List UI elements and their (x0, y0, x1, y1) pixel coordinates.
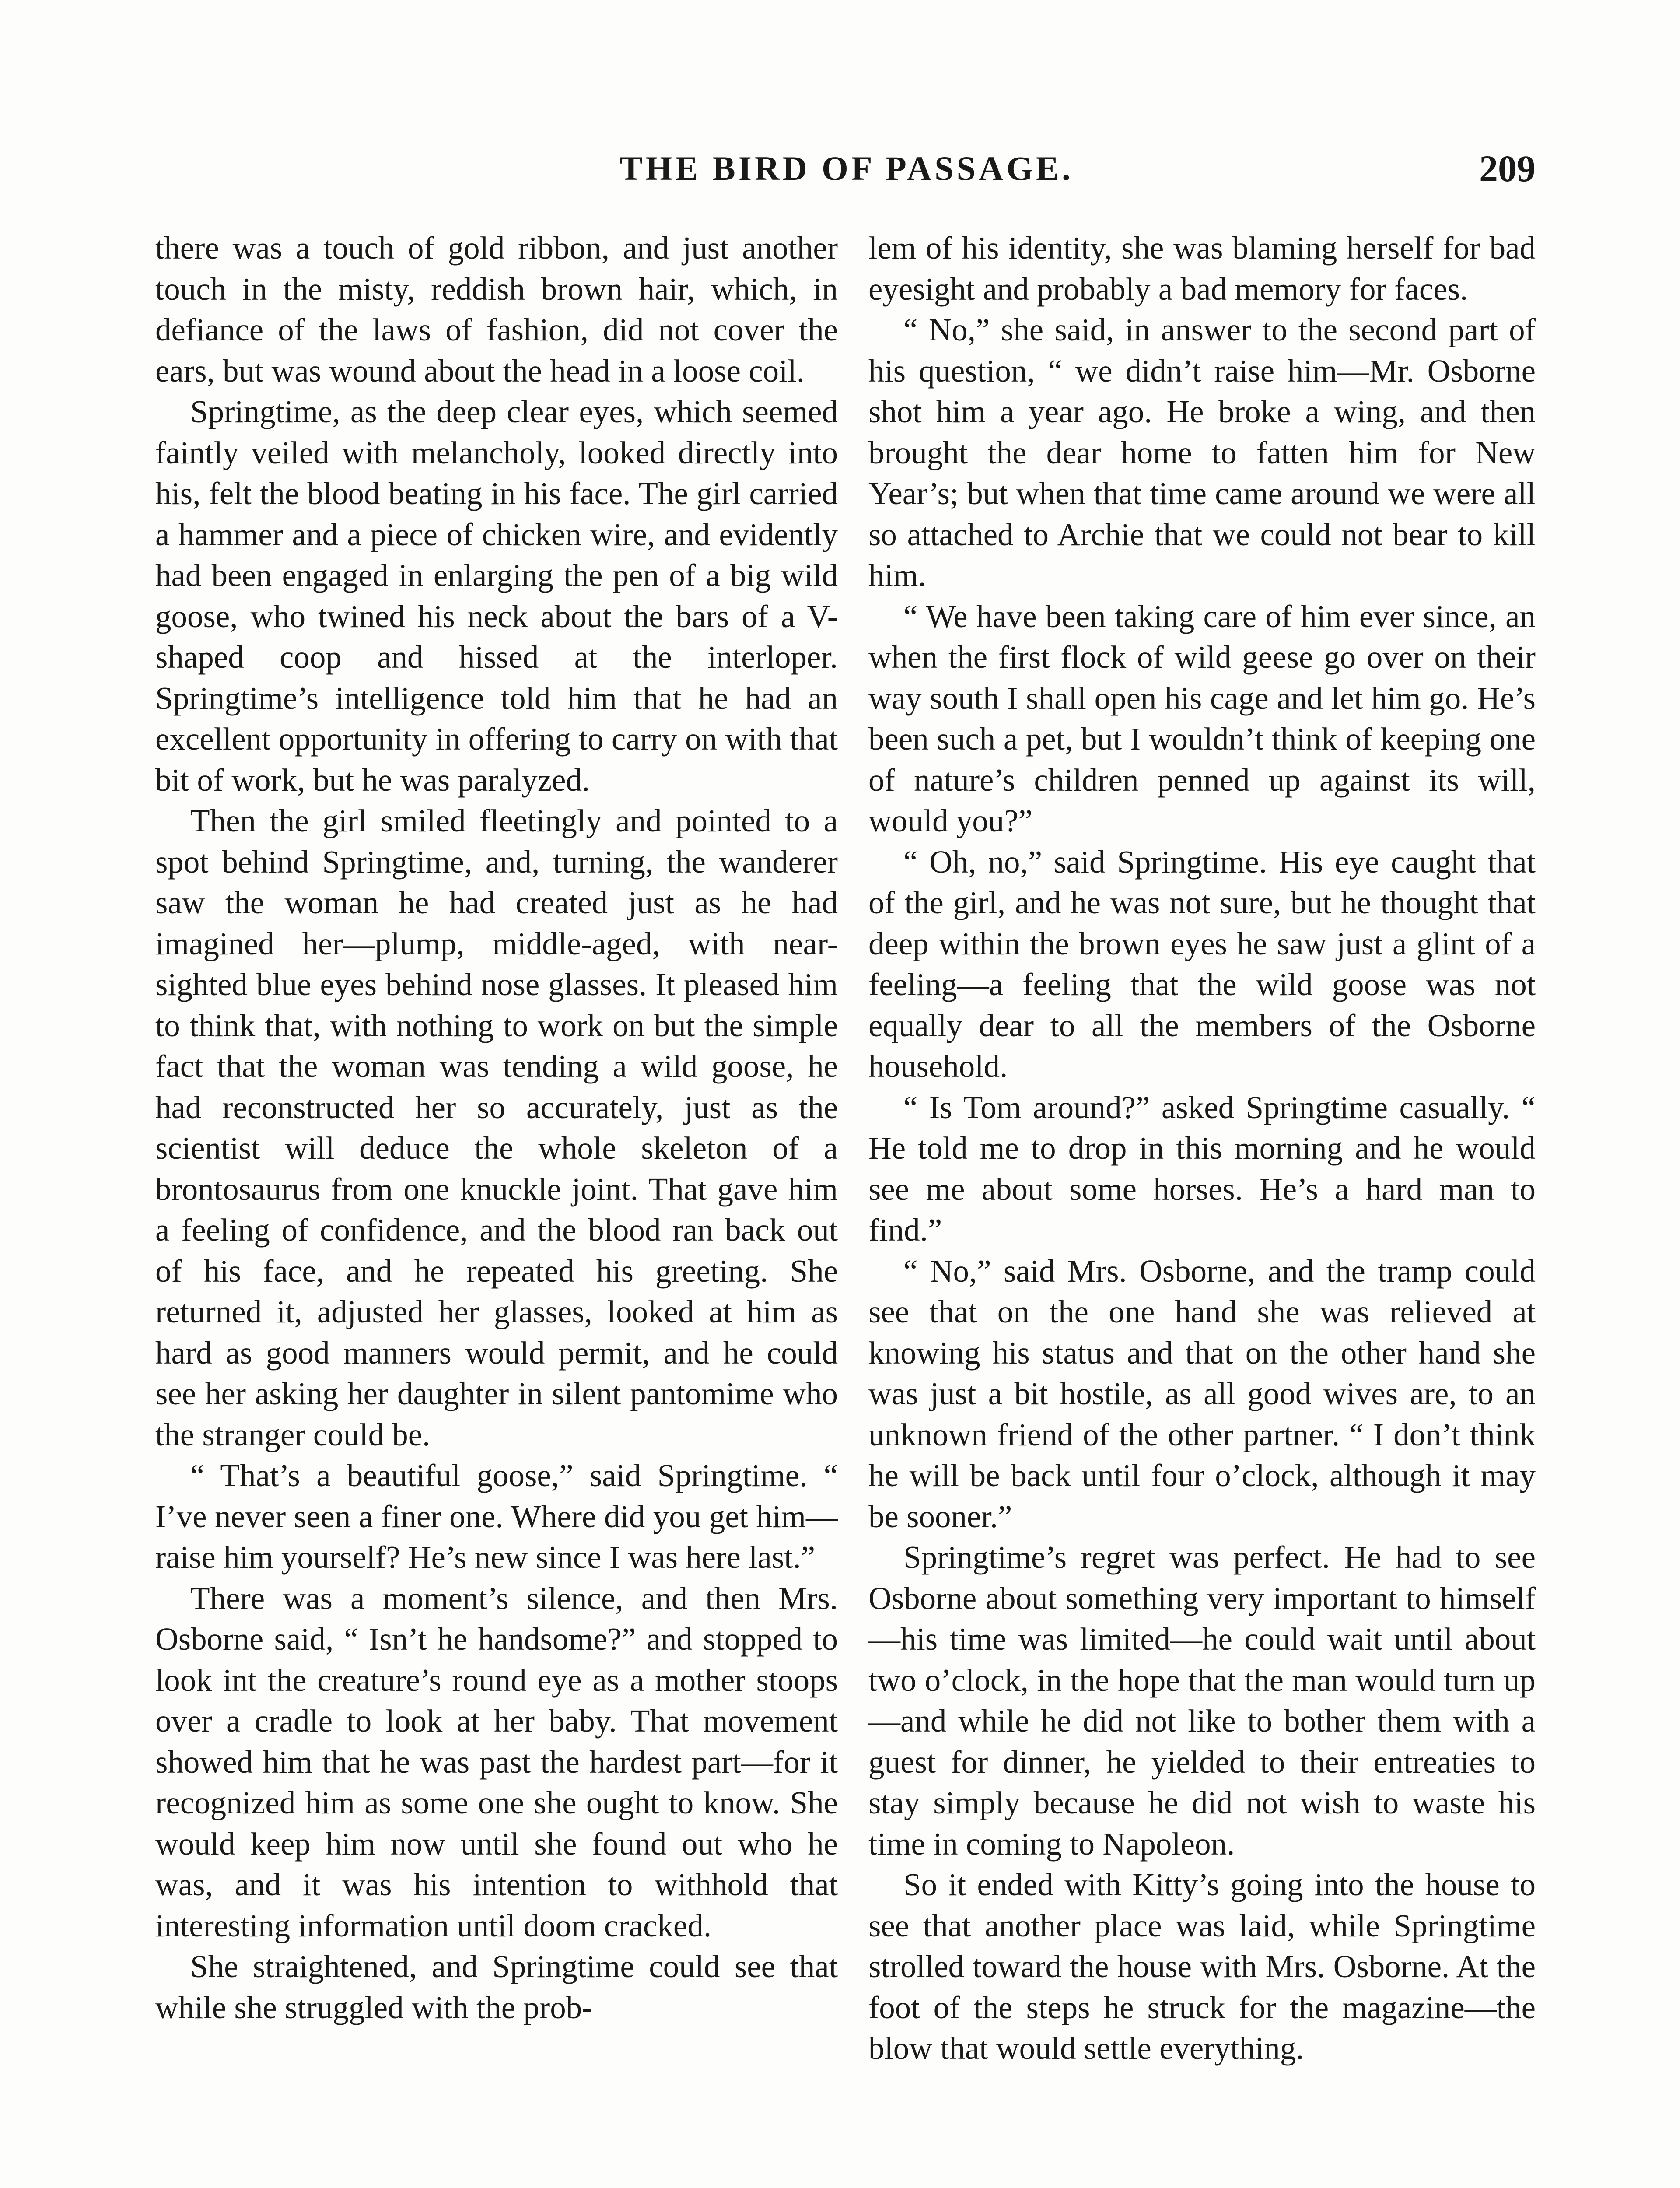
paragraph: “ Is Tom around?” asked Springtime casually. “ He told me to drop in this morning and he would see me about some horses. He’s a hard man to find.” (868, 1089, 1536, 1248)
running-title: THE BIRD OF PASSAGE. (620, 149, 1074, 187)
paragraph: there was a touch of gold ribbon, and just another touch in the misty, reddish brown hair, which, in defiance of the laws of fashion, did not cover the ears, but was wound about the head in a loose coil. (155, 230, 838, 389)
paragraph: “ Oh, no,” said Springtime. His eye caught that of the girl, and he was not sure, but he thought that deep within the brown eyes he saw just a glint of a feeling—a feeling that the wild goose was not equally dear to all the members of the Osborne household. (868, 844, 1536, 1084)
paragraph: Then the girl smiled fleetingly and pointed to a spot behind Springtime, and, turning, the wanderer saw the woman he had created just as he had imagined her—plump, middle-aged, with near-sighted blue eyes behind nose glasses. It pleased him to think that, with nothing to work on but the simple fact that the woman was tending a wild goose, he had reconstructed her so accurately, just as the scientist will deduce the whole skeleton of a brontosaurus from one knuckle joint. That gave him a feeling of confidence, and the blood ran back out of his face, and he repeated his greeting. She returned it, adjusted her glasses, looked at him as hard as good manners would permit, and he could see her asking her daughter in silent pantomime who the stranger could be. (155, 803, 838, 1452)
right-column (868, 228, 1536, 2069)
running-header (158, 144, 1536, 193)
page-number: 209 (1479, 147, 1536, 189)
paragraph: There was a moment’s silence, and then Mrs. Osborne said, “ Isn’t he handsome?” and stopped to look int the creature’s round eye as a mother stoops over a cradle to look at her baby. That movement showed him that he was past the hardest part—for it recognized him as some one she ought to know. She would keep him now until she found out who he was, and it was his intention to withhold that interesting information until doom cracked. (155, 1580, 838, 1943)
paragraph: “ We have been taking care of him ever since, an when the first flock of wild geese go over on their way south I shall open his cage and let him go. He’s been such a pet, but I wouldn’t think of keeping one of nature’s children penned up against its will, would you?” (868, 598, 1536, 838)
paragraph: “ No,” said Mrs. Osborne, and the tramp could see that on the one hand she was relieved at knowing his status and that on the other hand she was just a bit hostile, as all good wives are, to an unknown friend of the other partner. “ I don’t think he will be back until four o’clock, although it may be sooner.” (868, 1253, 1536, 1534)
paragraph: Springtime, as the deep clear eyes, which seemed faintly veiled with melancholy, looked directly into his, felt the blood beating in his face. The girl carried a hammer and a piece of chicken wire, and evidently had been engaged in enlarging the pen of a big wild goose, who twined his neck about the bars of a V-shaped coop and hissed at the interloper. Springtime’s intelligence told him that he had an excellent opportunity in offering to carry on with that bit of work, but he was paralyzed. (155, 394, 838, 798)
left-column (155, 228, 838, 2028)
paragraph: Springtime’s regret was perfect. He had to see Osborne about something very important to himself—his time was limited—he could wait until about two o’clock, in the hope that the man would turn up—and while he did not like to bother them with a guest for dinner, he yielded to their entreaties to stay simply because he did not wish to waste his time in coming to Napoleon. (868, 1539, 1536, 1862)
paragraph: So it ended with Kitty’s going into the house to see that another place was laid, while Springtime strolled toward the house with Mrs. Osborne. At the foot of the steps he struck for the magazine—the blow that would settle everything. (868, 1867, 1536, 2066)
paragraph: “ That’s a beautiful goose,” said Springtime. “ I’ve never seen a finer one. Where did you get him—raise him yourself? He’s new since I was here last.” (155, 1458, 838, 1575)
paragraph: “ No,” she said, in answer to the second part of his question, “ we didn’t raise him—Mr. Osborne shot him a year ago. He broke a wing, and then brought the dear home to fatten him for New Year’s; but when that time came around we were all so attached to Archie that we could not bear to kill him. (868, 312, 1536, 593)
paragraph: lem of his identity, she was blaming herself for bad eyesight and probably a bad memory for faces. (868, 230, 1536, 307)
paragraph: She straightened, and Springtime could see that while she struggled with the prob- (155, 1949, 838, 2025)
